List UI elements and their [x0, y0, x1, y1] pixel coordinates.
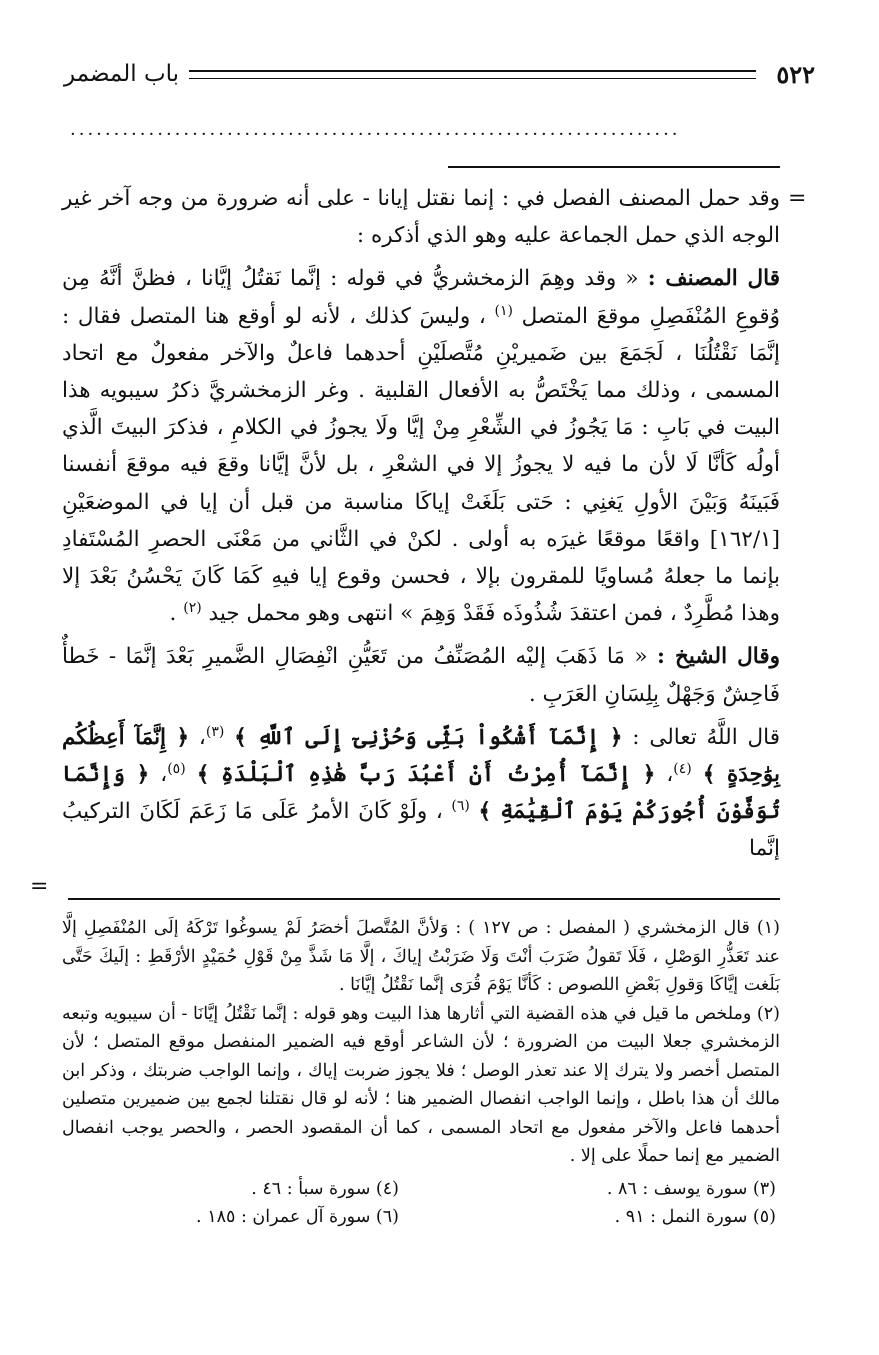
footnote-ref: (٤): [673, 760, 692, 777]
paragraph-text: ، ولَوْ كَانَ الأمرُ عَلَى مَا زَعَمَ لَكَانَ التركيبُ إنَّما: [62, 799, 780, 862]
footnote-rule: [68, 898, 780, 900]
main-text: [62, 180, 780, 868]
paragraph-lead: قال المصنف :: [647, 266, 780, 292]
footnote: (٢) وملخص ما قيل في هذه القضية التي أثارها هذا البيت وهو قوله : إنَّما نَقْتُلُ إيَّانَا - أن سيبويه وتبعه الزمخشري جعلا البيت من الضرورة ؛ لأن الشاعر أوقع فيه الضمير المنفصل موقع المتصل ؛ لأن المتصل أخصر ولا يترك إلا عند تعذر الوصل ؛ فلا يجوز ضربت إياك ، وإنما الواجب ضربتك ، وذكر ابن مالك أن هذا باطل ، وإنما الواجب انفصال الضمير هنا ؛ لأنه لو قال نقتلنا لجمع بين ضميرين متصلين أحدهما فاعل والآخر مفعول مع اتحاد المسمى ، كما أن المقصود الحصر ، والحصر يوجب انفصال الضمير مع إنما حملًا على إلا .: [62, 1003, 780, 1166]
chapter-title: باب المضمر: [64, 61, 179, 87]
footnotes: [62, 914, 780, 1232]
footnote: (٤) سورة سبأ : ٤٦ .: [251, 1178, 399, 1199]
paragraph-text: وقد حمل المصنف الفصل في : إنما نقتل إيانا - على أنه ضرورة من وجه آخر غير الوجه الذي حمل الجماعة عليه وهو الذي أذكره :: [62, 186, 780, 249]
paragraph-text: « مَا ذَهَبَ إليْه المُصَنِّفُ من تَعَيُّنِ انْفِصَالِ الضَّميرِ بَعْدَ إنَّمَا - خَطأٌ فَاحِشٌ وَجَهْلٌ بِلِسَانِ العَرَبِ .: [62, 644, 780, 707]
paragraph: قال اللَّهُ تعالى : ﴿ إِنَّمَآ أَشْكُواْ بَثِّى وَحُزْنِىٓ إِلَى ٱللَّهِ ﴾ $^{(٣)}$، ﴿ إِنَّمَآ أَعِظُكُم بِوَٰحِدَةٍ ﴾ $^{(٤)}$، ﴿ إِنَّمَآ أُمِرْتُ أَنْ أَعْبُدَ رَبَّ هَٰذِهِ ٱلْبَلْدَةِ ﴾ $^{(٥)}$، ﴿ وَإِنَّمَا تُوَفَّوْنَ أُجُورَكُمْ يَوْمَ ٱلْقِيَٰمَةِ ﴾ $^{(٦)}$ ، ولَوْ كَانَ الأمرُ عَلَى مَا زَعَمَ لَكَانَ التركيبُ إنَّما: [62, 723, 780, 862]
footnote: (٥) سورة النمل : ٩١ .: [614, 1207, 776, 1227]
footnote-ref: (٥): [167, 760, 186, 777]
footnote: (٣) سورة يوسف : ٨٦ .: [606, 1178, 776, 1199]
paragraph: [62, 180, 780, 254]
header-rule: [189, 70, 756, 79]
paragraph-text: « وقد وهِمَ الزمخشريُّ في قوله : إنَّما نَقتُلُ إيَّانا ، فظنَّ أنَّهُ مِن وُقوعِ المُنْفَصِلِ موقعَ المتصل: [62, 266, 780, 329]
footnote-ref: (٣): [205, 723, 225, 740]
footnote: (١) قال الزمخشري ( المفصل : ص ١٢٧ ) : وَلأنَّ المُتَّصلَ أخصَرُ لَمْ يسوغُوا تَرْكَهُ إلَى المُنْفَصِلِ إلَّا عند تَعَذُّرِ الوَصْلِ ، فَلَا تَقولُ ضَرَبَ أنْتَ وَلَا ضَرَبْتُ إياكَ ، إلَّا مَا شَذَّ مِنْ قَوْلِ حُمَيْدٍ الأرْقَطِ : إلَيكَ حَتَّى بَلَغت إيَّاكَا وَقولِ بَعْضِ اللصوص : كَأنَّا يَوْمَ قُرَى إنَّما نَقْتُلُ إيَّانَا .: [62, 918, 780, 995]
paragraph-lead: وقال الشيخ :: [656, 644, 780, 670]
continuation-rule: [448, 166, 780, 168]
page-header: [64, 54, 815, 94]
margin-mark-top: =: [788, 186, 807, 211]
footnote-ref: (١): [494, 302, 513, 319]
footnote-ref: (٦): [451, 798, 470, 815]
paragraph: [62, 260, 780, 632]
quran-verse: ﴿ إِنَّمَآ أَعِظُكُم بِوَٰحِدَةٍ ﴾: [62, 724, 780, 788]
footnote-references: [62, 1175, 780, 1232]
margin-mark-bottom: =: [30, 874, 49, 899]
footnote-ref: (٢): [183, 600, 202, 617]
quran-verse: ﴿ إِنَّمَآ أُمِرْتُ أَنْ أَعْبُدَ رَبَّ هَٰذِهِ ٱلْبَلْدَةِ ﴾: [196, 762, 656, 788]
paragraph: [62, 638, 780, 712]
paragraph-text: .: [169, 601, 177, 627]
footnote: (٦) سورة آل عمران : ١٨٥ .: [196, 1207, 399, 1227]
page-number: ٥٢٢: [776, 59, 815, 89]
separator-dots: ······································································: [70, 124, 681, 145]
paragraph-text: ، وليسَ كذلك ، لأنه لو أوقع هنا المتصل فقال : إنَّمَا نَقْتُلُنَا ، لَجَمَعَ بين ضَميريْنِ مُتَّصلَيْنِ أحدهما فاعلٌ والآخر مفعولٌ مع اتحاد المسمى ، وذلك مما يَخْتَصُّ به الأفعال القلبية . وغر الزمخشريَّ ذكرُ سيبويه هذا البيت في بَابِ : مَا يَجُوزُ في الشِّعْرِ مِنْ إيَّا ولَا يجوزُ في الكلامِ ، فذكرَ البيتَ الَّذي أولُه كَأنَّا لَا لأن ما فيه لا يجوزُ إلا في الشعْرِ ، بل لأنَّ إيَّانا وقعَ فيه موقعَ أنفسنا فَبَينَهُ وَبَيْنَ الأولِ يَغنِي : حَتى بَلَغَتْ إياكَا مناسبة من قبل أن إيا في الموضعَيْنِ [١٦٢/١] واقعًا موقعًا غيرَه به أولى . لكنْ في الثَّاني من مَعْنَى الحصرِ المُسْتَفادِ بإنما ما جعلهُ مُساويًا للمقرون بإلا ، فحسن وقوع إيا فيهِ كَمَا كَانَ يَحْسُنُ بَعْدَ إلا وهذا مُطَّرِدٌ ، فمن اعتقدَ شُذُوذَه فَقَدْ وَهِمَ » انتهى وهو محمل جيد: [62, 303, 780, 627]
quran-verse: ﴿ إِنَّمَآ أَشْكُواْ بَثِّى وَحُزْنِىٓ إِلَى ٱللَّهِ ﴾: [234, 724, 623, 750]
quran-verse: ﴿ وَإِنَّمَا تُوَفَّوْنَ أُجُورَكُمْ يَوْمَ ٱلْقِيَٰمَةِ ﴾: [62, 762, 780, 825]
paragraph-text: قال اللَّهُ تعالى :: [632, 724, 780, 750]
